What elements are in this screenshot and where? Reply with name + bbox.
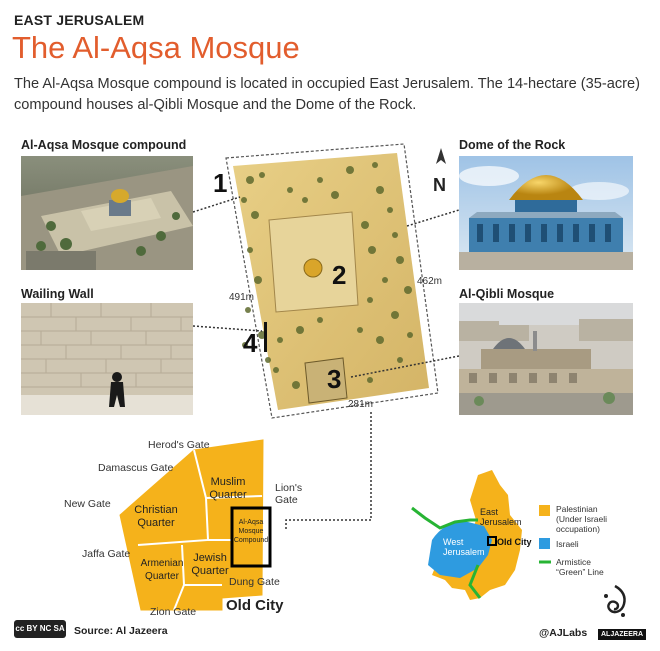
legend-green-line: Armistice “Green” Line [556, 557, 604, 577]
legend-israeli: Israeli [556, 539, 579, 549]
armenian-quarter-label: Armenian Quarter [140, 558, 184, 582]
legend-palestinian: Palestinian (Under Israeli occupation) [556, 504, 608, 534]
dung-gate-label: Dung Gate [229, 576, 280, 588]
west-jerusalem-label: West Jerusalem [443, 537, 485, 557]
lions-gate-label-1: Lion's [275, 482, 303, 494]
east-length: 462m [417, 276, 443, 287]
photo-label-qibli: Al-Qibli Mosque [459, 287, 555, 301]
south-length: 281m [348, 399, 374, 410]
photo-label-compound: Al-Aqsa Mosque compound [21, 138, 187, 152]
zion-gate-label: Zion Gate [150, 606, 197, 618]
marker-4: 4 [243, 328, 258, 358]
lions-gate-label-2: Gate [275, 494, 298, 506]
marker-2: 2 [332, 260, 347, 290]
aljazeera-brand: ALJAZEERA [598, 629, 646, 640]
herods-gate-label: Herod's Gate [148, 439, 210, 451]
compound-map-label: Al-Aqsa Mosque Compound [233, 519, 269, 544]
cc-license-icon: cc BY NC SA [14, 620, 66, 638]
legend-palestinian-swatch [539, 505, 550, 516]
marker-1: 1 [213, 168, 228, 198]
jaffa-gate-label: Jaffa Gate [82, 548, 131, 560]
page-title: The Al-Aqsa Mosque [12, 30, 300, 65]
east-jerusalem-label: East Jerusalem [480, 507, 522, 527]
west-length: 491m [229, 292, 255, 303]
damascus-gate-label: Damascus Gate [98, 462, 174, 474]
old-city-map-label: Old City [497, 537, 532, 547]
christian-quarter-label: Christian Quarter [134, 504, 178, 529]
jewish-quarter-label: Jewish Quarter [191, 552, 229, 577]
old-city-caption: Old City [226, 597, 284, 614]
kicker: EAST JERUSALEM [14, 12, 145, 28]
north-label: N [433, 175, 446, 195]
legend-israeli-swatch [539, 538, 550, 549]
marker-3: 3 [327, 364, 342, 394]
photo-label-dome: Dome of the Rock [459, 138, 566, 152]
photo-label-wall: Wailing Wall [21, 287, 94, 301]
new-gate-label: New Gate [64, 498, 111, 510]
source-label: Source: Al Jazeera [74, 625, 168, 637]
muslim-quarter-label: Muslim Quarter [209, 476, 247, 501]
aljazeera-logo-icon [596, 584, 634, 622]
description: The Al-Aqsa Mosque compound is located in occupied East Jerusalem. The 14-hectare (35-acre) compound houses al-Qibli Mosque and the Dome of the Rock. [14, 76, 640, 113]
ajlabs-handle: @AJLabs [539, 627, 588, 639]
